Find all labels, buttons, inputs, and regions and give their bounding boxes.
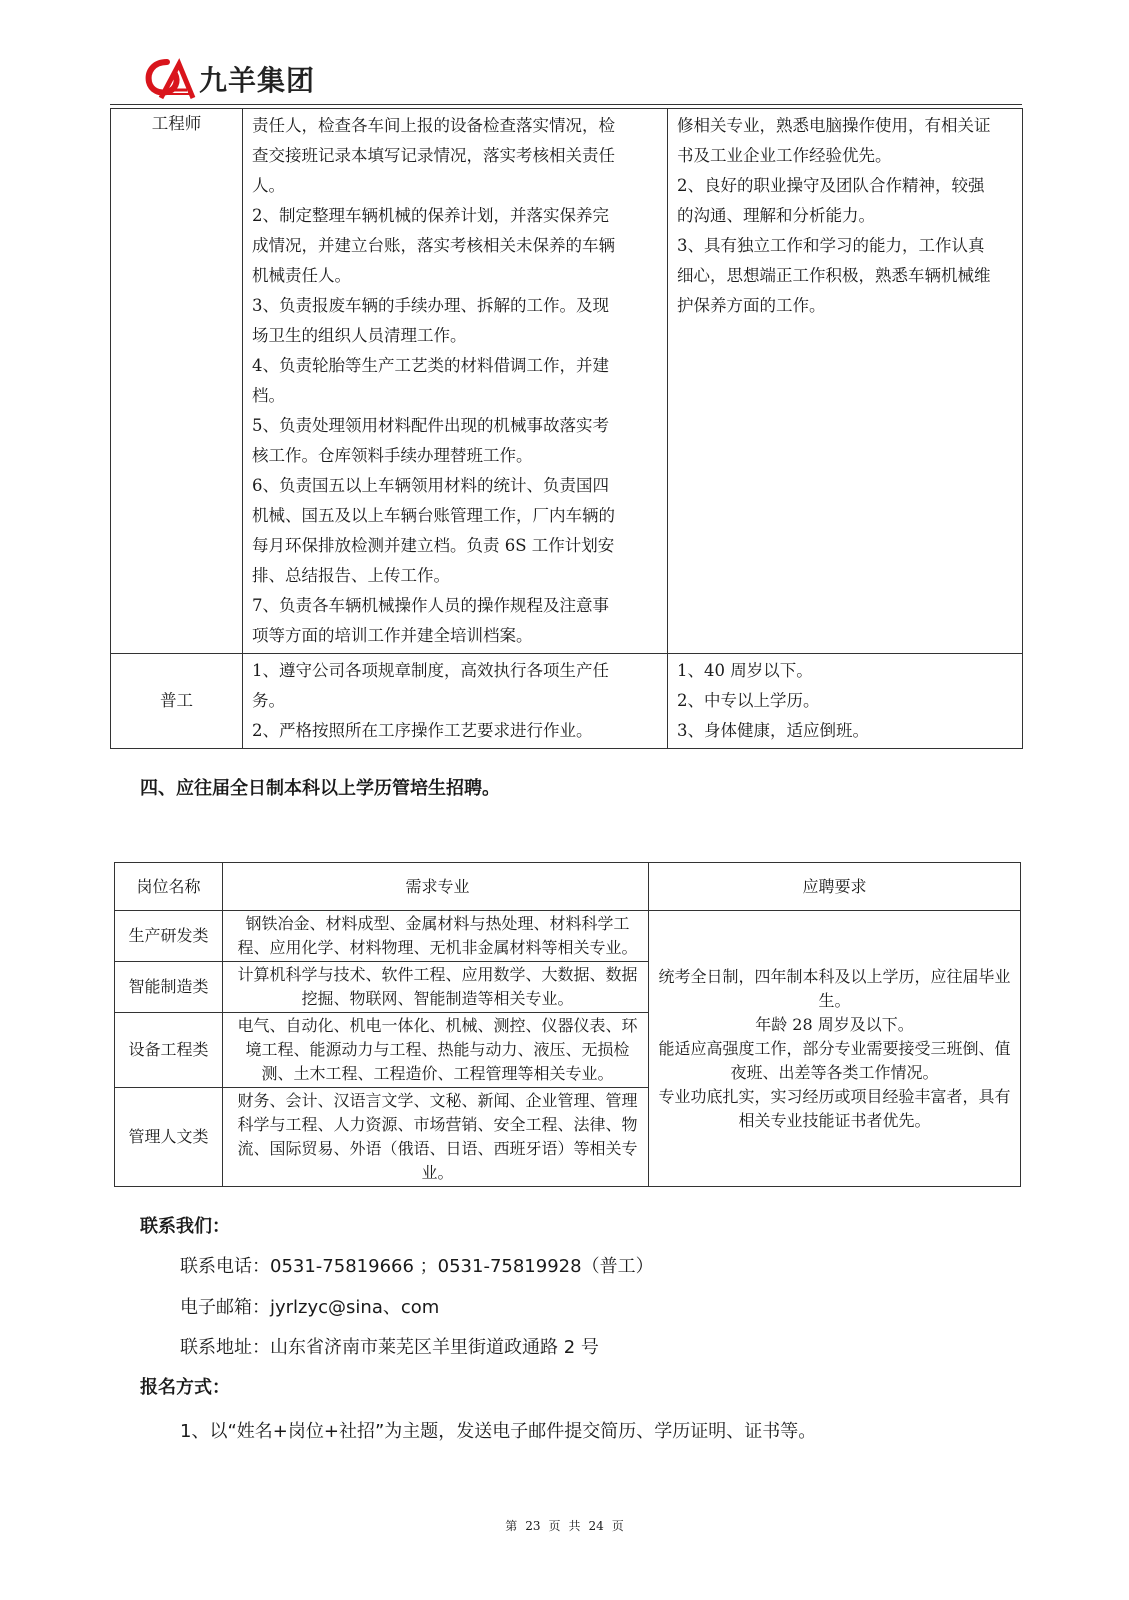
text-line: 3、具有独立工作和学习的能力，工作认真 [677,236,985,255]
text-line: 2、良好的职业操守及团队合作精神，较强 [677,176,985,195]
text-line: 修相关专业，熟悉电脑操作使用，有相关证 [677,116,991,135]
contact-address: 联系地址：山东省济南市莱芜区羊里街道政通路 2 号 [180,1337,599,1358]
requirements-cell [649,911,1021,1187]
text-line: 机械责任人。 [252,266,351,285]
company-logo-icon [143,56,197,102]
text-line: 5、负责处理领用材料配件出现的机械事故落实考 [252,416,609,435]
text-line: 6、负责国五以上车辆领用材料的统计、负责国四 [252,476,609,495]
text-line: 档。 [252,386,285,405]
text-line: 务。 [252,691,285,710]
text-line: 的沟通、理解和分析能力。 [677,206,875,225]
text-line: 核工作。仓库领料手续办理替班工作。 [252,446,533,465]
text-line: 书及工业企业工作经验优先。 [677,146,892,165]
text-line: 3、身体健康，适应倒班。 [677,721,869,740]
header-divider [110,104,1022,105]
footer-text: 共 [568,1519,581,1533]
current-page-number: 23 [525,1519,541,1533]
majors-cell: 电气、自动化、机电一体化、机械、测控、仪器仪表、环境工程、能源动力与工程、热能与动力、液压、无损检测、土木工程、工程造价、工程管理等相关专业。 [223,1013,649,1088]
text-line: 场卫生的组织人员清理工作。 [252,326,467,345]
text-line: 2、制定整理车辆机械的保养计划，并落实保养完 [252,206,609,225]
requirement-line: 年龄 28 周岁及以下。 [755,1014,914,1034]
position-name: 普工 [160,691,193,710]
text-line: 每月环保排放检测并建立档。负责 6S 工作计划安 [252,536,615,555]
majors-cell: 计算机科学与技术、软件工程、应用数学、大数据、数据挖掘、物联网、智能制造等相关专业。 [223,962,649,1013]
contact-email: 电子邮箱：jyrlzyc@sina、com [180,1297,440,1318]
position-name: 工程师 [151,114,202,133]
requirement-line: 统考全日制，四年制本科及以上学历，应往届毕业生。 [658,966,1011,1010]
contact-title: 联系我们： [140,1216,230,1237]
category-cell: 智能制造类 [115,962,223,1013]
text-line: 成情况，并建立台账，落实考核相关未保养的车辆 [252,236,615,255]
majors-cell: 钢铁冶金、材料成型、金属材料与热处理、材料科学工程、应用化学、材料物理、无机非金属材料等相关专业。 [223,911,649,962]
requirement-line: 能适应高强度工作，部分专业需要接受三班倒、值夜班、出差等各类工作情况。 [658,1038,1011,1082]
text-line: 4、负责轮胎等生产工艺类的材料借调工作，并建 [252,356,609,375]
text-line: 查交接班记录本填写记录情况，落实考核相关责任 [252,146,615,165]
signup-title: 报名方式： [140,1377,230,1398]
footer-text: 第 [505,1519,518,1533]
requirements-cell [668,654,1023,749]
table-row [115,911,1021,962]
header-requirements: 应聘要求 [649,863,1021,911]
category-cell: 设备工程类 [115,1013,223,1088]
footer-text: 页 [548,1519,561,1533]
company-name: 九羊集团 [199,64,316,97]
header-position: 岗位名称 [115,863,223,911]
position-name-cell [111,654,243,749]
table-header-row [115,863,1021,911]
text-line: 2、严格按照所在工序操作工艺要求进行作业。 [252,721,593,740]
signup-item-1: 1、以“姓名+岗位+社招”为主题，发送电子邮件提交简历、学历证明、证书等。 [180,1421,817,1442]
text-line: 2、中专以上学历。 [677,691,820,710]
requirement-line: 专业功底扎实，实习经历或项目经验丰富者，具有相关专业技能证书者优先。 [658,1086,1011,1130]
text-line: 1、遵守公司各项规章制度，高效执行各项生产任 [252,661,609,680]
text-line: 责任人，检查各车间上报的设备检查落实情况，检 [252,116,615,135]
majors-cell: 财务、会计、汉语言文学、文秘、新闻、企业管理、管理科学与工程、人力资源、市场营销、安全工程、法律、物流、国际贸易、外语（俄语、日语、西班牙语）等相关专业。 [223,1088,649,1187]
position-name-cell [111,109,243,654]
page-header [143,56,315,102]
section-title: 四、应往届全日制本科以上学历管培生招聘。 [140,778,500,799]
text-line: 机械、国五及以上车辆台账管理工作，厂内车辆的 [252,506,615,525]
footer-text: 页 [611,1519,624,1533]
table-row [111,654,1023,749]
category-cell: 管理人文类 [115,1088,223,1187]
page-number-footer [0,1517,1129,1534]
text-line: 7、负责各车辆机械操作人员的操作规程及注意事 [252,596,609,615]
duties-cell [243,654,668,749]
text-line: 人。 [252,176,285,195]
text-line: 细心，思想端正工作积极，熟悉车辆机械维 [677,266,991,285]
table-row [111,109,1023,654]
total-page-number: 24 [588,1519,604,1533]
text-line: 项等方面的培训工作并建全培训档案。 [252,626,533,645]
text-line: 护保养方面的工作。 [677,296,826,315]
text-line: 1、40 周岁以下。 [677,661,813,680]
requirements-cell [668,109,1023,654]
job-duty-table [110,108,1023,749]
header-majors: 需求专业 [223,863,649,911]
graduate-recruitment-table [114,862,1021,1187]
text-line: 3、负责报废车辆的手续办理、拆解的工作。及现 [252,296,609,315]
duties-cell [243,109,668,654]
category-cell: 生产研发类 [115,911,223,962]
contact-phone: 联系电话：0531-75819666 ；0531-75819928（普工） [180,1256,654,1277]
text-line: 排、总结报告、上传工作。 [252,566,450,585]
